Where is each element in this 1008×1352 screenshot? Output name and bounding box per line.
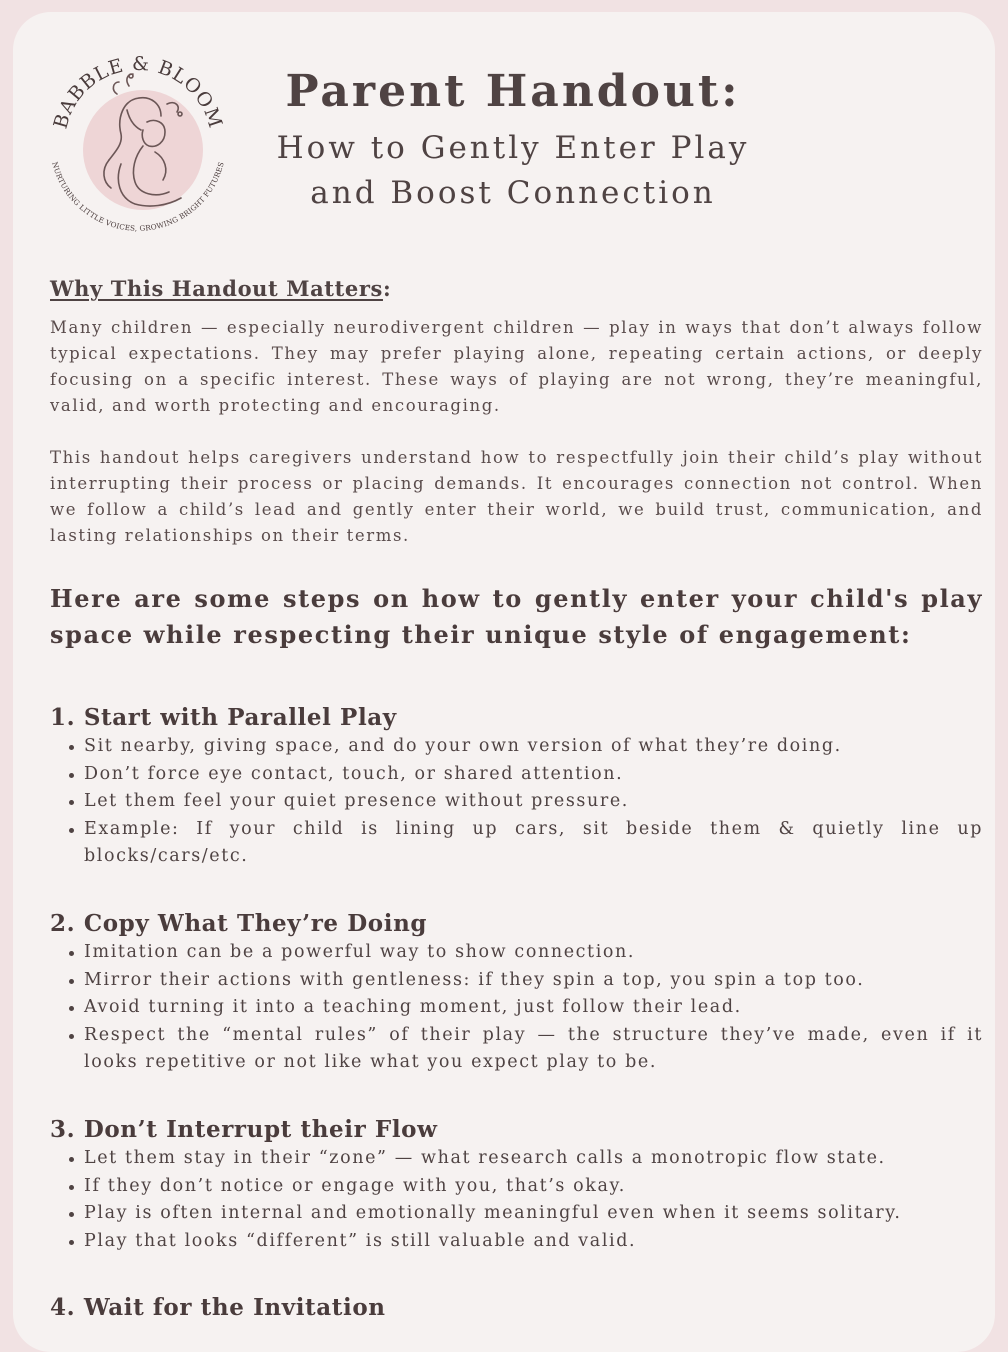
list-item: Let them feel your quiet presence without pressure. xyxy=(50,788,983,816)
why-heading xyxy=(50,276,983,301)
list-item: Example: If your child is lining up cars, sit beside them & quietly line up blocks/cars/etc. xyxy=(50,816,983,871)
step-bullets xyxy=(50,733,983,871)
step-3 xyxy=(50,1115,983,1255)
step-bullets xyxy=(50,939,983,1077)
logo-brand-text: BABBLE & BLOOM xyxy=(49,52,227,132)
step-title: 1. Start with Parallel Play xyxy=(50,704,397,731)
list-item: Play that looks “different” is still valuable and valid. xyxy=(50,1228,983,1256)
step-1 xyxy=(50,703,983,871)
step-4 xyxy=(50,1293,983,1323)
list-item: Sit nearby, giving space, and do your own version of what they’re doing. xyxy=(50,733,983,761)
why-heading-text: Why This Handout Matters xyxy=(50,276,383,301)
list-item: If they don’t notice or engage with you, that’s okay. xyxy=(50,1173,983,1201)
steps-intro: Here are some steps on how to gently enter your child's play space while respecting their unique style of engagement: xyxy=(50,584,983,649)
why-heading-colon: : xyxy=(382,276,392,301)
step-title: 4. Wait for the Invitation xyxy=(50,1294,386,1322)
step-bullets xyxy=(50,1145,983,1255)
babble-and-bloom-logo xyxy=(43,48,233,238)
title-block xyxy=(243,64,783,216)
list-item: Respect the “mental rules” of their play — the structure they’ve made, even if it looks repetitive or not like what you expect play to be. xyxy=(50,1022,983,1077)
step-title: 2. Copy What They’re Doing xyxy=(50,909,428,937)
logo-tagline-text: NURTURING LITTLE VOICES, GROWING BRIGHT FUTURES xyxy=(50,160,226,233)
why-paragraph-2: This handout helps caregivers understand how to respectfully join their child’s play without interrupting their process or placing demands. It encourages connection not control. When we follow a child’s lead and gently enter their world, we build trust, communication, and lasting relationships on their terms. xyxy=(50,448,983,545)
page-title: Parent Handout: xyxy=(285,66,741,117)
list-item: Imitation can be a powerful way to show connection. xyxy=(50,939,983,967)
list-item: Don’t force eye contact, touch, or shared attention. xyxy=(50,761,983,789)
why-paragraph-1: Many children — especially neurodivergent children — play in ways that don’t always follow typical expectations. They may prefer playing alone, repeating certain actions, or deeply focusing on a specific interest. These ways of playing are not wrong, they’re meaningful, valid, and worth protecting and encouraging. xyxy=(50,318,983,415)
page-subtitle xyxy=(243,126,783,216)
step-title: 3. Don’t Interrupt their Flow xyxy=(50,1115,438,1143)
handout-page xyxy=(13,12,995,1352)
list-item: Let them stay in their “zone” — what research calls a monotropic flow state. xyxy=(50,1145,983,1173)
handout-content xyxy=(50,276,983,1323)
subtitle-line-2: and Boost Connection xyxy=(310,175,716,211)
list-item: Mirror their actions with gentleness: if they spin a top, you spin a top too. xyxy=(50,967,983,995)
list-item: Avoid turning it into a teaching moment, just follow their lead. xyxy=(50,994,983,1022)
step-2 xyxy=(50,909,983,1077)
subtitle-line-1: How to Gently Enter Play xyxy=(276,130,750,166)
list-item: Play is often internal and emotionally meaningful even when it seems solitary. xyxy=(50,1200,983,1228)
